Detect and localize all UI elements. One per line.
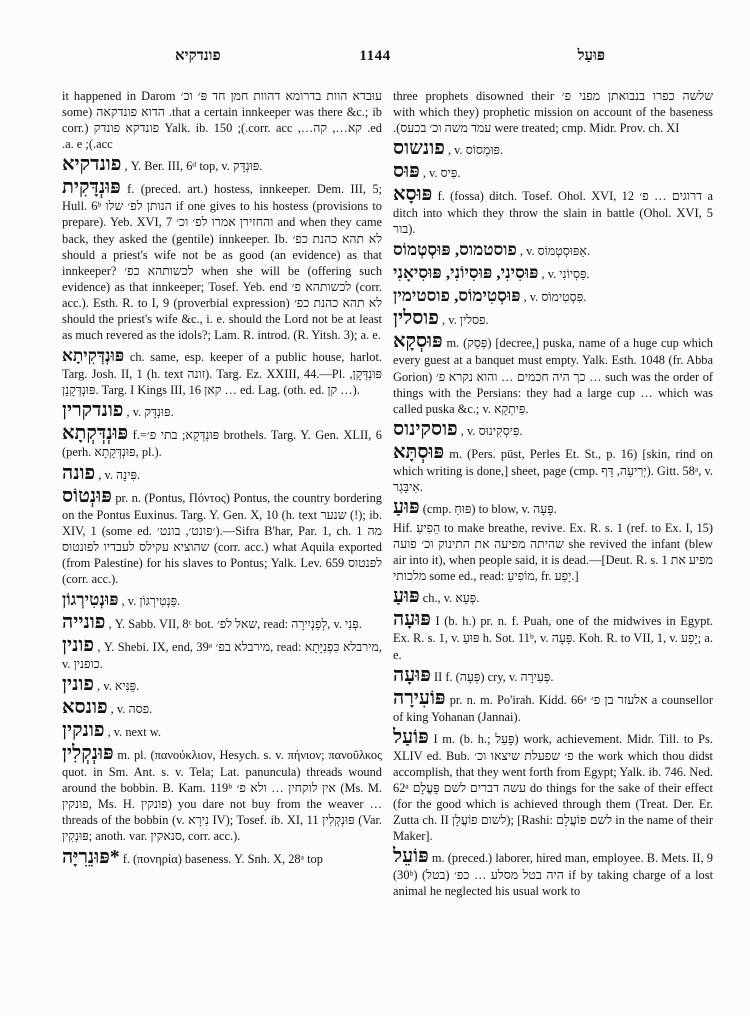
entry-definition: , v. פַּנְטִירְגּוֹן. — [121, 593, 181, 608]
entry-definition: m. pl. (πανούκλιον, Hesych. s. v. πήνιον; πανοῦλκος quot. in Sm. Ant. s. v. Tela; Lat. panuncula) threads wound around the bobbin. B. Kam. 119ᵇ אין לוקחין … ולא פ׳ (Ms. M. פונקין, Ms. H. פונקין) you dare not buy from the weaver … threads of the bobbin (v. נִירָא IV); Tosef. ib. XI, 11 פּוּנְקְלִין (Var. פּוּנְקִין; anoth. var. סנאקין, corr. acc.). — [62, 748, 382, 844]
entry-definition: ch., v. פְּעָא. — [422, 591, 480, 606]
entry-headword: פּוּנְדְּקְתָא — [62, 423, 129, 445]
entry-definition: pr. n. m. Po'irah. Kidd. 66ᵃ אלעזר בן פ׳ a counsellor of king Yohanan (Jannai). — [393, 692, 713, 724]
entry-definition: (cmp. פּוּחַ) to blow, v. פָּעָה. — [422, 502, 557, 517]
entry-headword: פּוּסִינִי, פּוּסִיוֹנִי, פּוּסִיאָנִי — [393, 263, 539, 283]
entry-definition: m. (preced.) laborer, hired man, employee. B. Mets. II, 9 (30ᵇ) היה בטל מסלע … כפ׳ (בטל) if by taking charge of a lost animal he neglected his usual work to — [393, 851, 713, 899]
entry-definition: , v. פסלין. — [442, 313, 489, 328]
entry-headword: פּוּסָא — [393, 184, 433, 206]
dictionary-entry — [393, 88, 713, 136]
dictionary-entry — [393, 846, 713, 899]
entry-definition: , v. פִּסְטִימוֹס. — [523, 290, 587, 305]
entry-definition: עוּבדא הוות בדרומא דהוות חמן חד פּ׳ וכ׳ it happened in Darom that a certain innkeeper was there &c.; ib. הדוא פונדקאה (some ed. קא…, קה…, corr. acc.); Yalk. ib. 150 פונדקא פונדק (corr. acc.); a. e. — [62, 89, 382, 152]
dictionary-entry — [62, 697, 382, 718]
entry-headword: *פּוּנֵרִיָּה — [62, 846, 120, 868]
right-column — [393, 88, 713, 1000]
entry-definition: f. (πονηρία) baseness. Y. Snh. X, 28ᵃ top — [122, 851, 323, 866]
entry-definition: I m. (b. h.; פָּעַל) work, achievement. Midr. Till. to Ps. XLIV ed. Bub. פ׳ שפעלת שיצאו וכ׳ the work which thou didst accomplish, that they went forth from Egypt; Yalk. ib. 746. Ned. 62ᵃ עשה דברים לשם פָּעֳלָם do things for the sake of their effect (for the good which is achieved through them (Treat. Der. Er. Zutta ch. II לשום פוֹעֲלָן); [Rashi: לשם פּוֹעֲלָם in the name of their Maker]. — [393, 731, 713, 844]
entry-definition: Hif. הֵפִיעַ to make breathe, revive. Ex. R. s. 1 (ref. to Ex. I, 15) שהיתה מפיעה את התינוק וכ׳ פועה she revived the infant (blew air into it), when people said, it is dead.—[Deut. R. s. 1 מפיע את מלכותי some ed., read: מוֹפִיעַ, fr. יָפַע.] — [393, 521, 713, 584]
entry-definition: , v. פֵּנִּיא. — [97, 679, 140, 694]
dictionary-entry — [62, 177, 382, 343]
entry-definition: m. (פְּסַק) [decree,] puska, name of a huge cup which every guest at a banquet must empty. Yalk. Esth. 1048 (fr. Abba Gorion) כך היה חכמים … והוא נקרא פ׳ … such was the order of things with the Persians: they had a large cup … which was called puska &c.; v. פִּיתְקָא. — [393, 336, 713, 416]
left-running-headword: פונדקיא — [175, 48, 221, 64]
entry-headword: פונין — [62, 674, 95, 696]
dictionary-entry — [393, 308, 713, 329]
entry-definition: , Y. Ber. III, 6ᵈ top, v. פּוּנְדָּק. — [124, 159, 263, 174]
entry-definition: , v. פּוּמְסוֹס. — [447, 143, 504, 158]
entry-headword: פּוּנְטִירְגוֹן — [62, 589, 119, 609]
entry-headword: פּוּנְטוֹס — [62, 485, 112, 507]
entry-definition: II f. (פְּעָה) cry, v. פְּעִירָה. — [433, 669, 554, 684]
entry-headword: פּוּעַ — [393, 586, 420, 608]
page-header — [55, 48, 695, 74]
dictionary-entry — [393, 665, 713, 686]
dictionary-entry — [393, 419, 713, 440]
entry-headword: פּוֹעִירָה — [393, 687, 446, 709]
dictionary-entry — [393, 161, 713, 182]
entry-headword: פונדקיא — [62, 154, 122, 176]
dictionary-entry — [62, 635, 382, 672]
entry-headword: פּוֹעֵל — [393, 846, 429, 868]
entry-definition: f.=פּוּנְדְּקָא; בתי פ׳ brothels. Targ. Y. Gen. XLII, 6 (perh. פּוּנְדְּקָתָא, pl.). — [62, 428, 382, 460]
entry-headword: פונסא — [62, 697, 108, 719]
entry-headword: פונייה — [62, 611, 106, 633]
entry-headword: פּוּסְטִימוֹס, פוסטימין — [393, 286, 521, 306]
right-running-headword: פּוּעַל — [577, 48, 605, 64]
dictionary-entry — [62, 720, 382, 741]
entry-definition: , v. next w. — [107, 725, 162, 740]
entry-headword: פּוּנְדְּקִיתָא — [62, 346, 125, 366]
entry-definition: m. (Pers. pūst, Perles Et. St., p. 16) [skin, rind on which writing is done,] sheet, page (cmp. יְרִיעָה, דַּף). Gitt. 58ᵃ, v. אִיבָּגְר. — [393, 446, 713, 494]
entry-definition: f. (preced. art.) hostess, innkeeper. Dem. III, 5; Hull. 6ᵇ הנותן לפ׳ שלו if one gives to his hostess (provisions to prepare). Yeb. XVI, 7 והחזירן אמרו לפ׳ וכ׳ and when they came back, they asked the (gentile) innkeeper. Ib. לא תהא כהנת כפ׳ should a priest's wife not be as good (an evidence) as that innkeeper? לכשותהא כפ׳ when she will be (offering such evidence) as that innkeeper; Tosef. Yeb. end לכשותהא פ׳ (corr. acc.). Esth. R. to I, 9 (proverbial expression) לא תהא כהנת כפ׳ should the priest's wife &c., i. e. should the Lord not be at least as much revered as the idols?; Lam. R. introd. (R. Yitsh. 3); a. e. — [62, 182, 382, 343]
dictionary-entry — [393, 285, 713, 306]
entry-definition: , v. אַפּוּסְטְמוֹס. — [519, 244, 590, 259]
dictionary-entry — [393, 520, 713, 584]
entry-definition: , v. פסה. — [110, 702, 153, 717]
entry-headword: פּוּעָה — [393, 664, 431, 686]
entry-headword: פונה — [62, 462, 96, 484]
entry-definition: , Y. Shebi. IX, end, 39ᵃ מירבלא בפ׳, read: מירבלא כִּפְנִיָּתָא, v. כופנין. — [62, 639, 382, 671]
entry-headword: פוסטמוס, פּוּסְטְמוֹס — [393, 240, 517, 260]
entry-definition: pr. n. (Pontus, Πόντος) Pontus, the country bordering on the Pontus Euxinus. Targ. Y. Gen. X, 10 (h. text שנער (!); ib. XIV, 1 (some ed. ׳פונט׳, בונט׳).—Sifra B'har, Par. 1, ch. 1 מה שהוציא עקילס לעבדיו לפונטוס (corr. acc.) what Aquila exported (from Palestine) for his slaves to Pontus; Yalk. Lev. 659 לפנטוס (corr. acc.). — [62, 490, 382, 586]
dictionary-entry — [62, 423, 382, 460]
entry-definition: שלשה כפרו בנבואתן מפני פ׳ three prophets disowned their prophetic mission on account of the baseness (with which they were treated; cmp. Midr. Prov. ch. XI עמד משה וכ׳ בכעס). — [393, 89, 713, 136]
entry-headword: פונקין — [62, 720, 105, 742]
page-number: 1144 — [359, 48, 391, 64]
entry-definition: , v. פִּינָה. — [98, 467, 141, 482]
left-column — [62, 88, 382, 1000]
entry-definition: ch. same, esp. keeper of a public house, harlot. Targ. Josh. II, 1 (h. text זונה). Targ. Ez. XXIII, 44.—Pl. פּוּנְדְּקָן, פּוּנְדְּקָנָן. Targ. I Kings III, 16 קאן … ed. Lag. (oth. ed. קן …). — [62, 350, 382, 398]
dictionary-entry — [393, 239, 713, 260]
entry-headword: פונשוס — [393, 138, 445, 160]
dictionary-entry — [62, 589, 382, 610]
entry-headword: פּוּס — [393, 161, 420, 183]
entry-headword: פוסקינוס — [393, 418, 458, 440]
entry-definition: , Y. Sabb. VII, 8ᶜ bot. שאל לפ׳, read: לְפַנְיִירָה, v. פְּנִי. — [108, 616, 362, 631]
dictionary-entry — [62, 486, 382, 587]
entry-headword: פּוּנְדָּקִית — [62, 177, 121, 199]
dictionary-entry — [393, 138, 713, 159]
dictionary-entry — [393, 609, 713, 662]
dictionary-entry — [62, 154, 382, 175]
dictionary-entry — [393, 688, 713, 725]
entry-headword: פוסלין — [393, 308, 439, 330]
dictionary-entry — [393, 727, 713, 845]
dictionary-entry — [62, 847, 382, 868]
dictionary-entry — [393, 442, 713, 495]
dictionary-entry — [393, 331, 713, 416]
entry-definition: I (b. h.) pr. n. f. Puah, one of the midwives in Egypt. Ex. R. s. 1, v. פּוּעַ h. Sot. 11ᵇ, v. פָּעָה. Koh. R. to VII, 1, v. יָפַע; a. e. — [393, 614, 713, 662]
entry-definition: , v. פַּסְיוֹנִי. — [541, 267, 590, 282]
dictionary-entry — [393, 586, 713, 607]
dictionary-entry — [62, 743, 382, 844]
dictionary-entry — [62, 463, 382, 484]
entry-definition: , v. פּוּנְדָּק. — [126, 405, 174, 420]
entry-headword: פונין — [62, 634, 95, 656]
dictionary-entry — [393, 497, 713, 518]
entry-headword: פּוּסְתָּא — [393, 441, 445, 463]
entry-headword: פּוּעַ — [393, 497, 420, 519]
entry-definition: , v. פִּיסְקִינוּס. — [460, 423, 523, 438]
entry-headword: פּוּסְקָא — [393, 331, 443, 353]
entry-headword: פּוּנְקְלִין — [62, 743, 114, 765]
dictionary-entry — [62, 674, 382, 695]
entry-definition: , v. פִּיס. — [422, 166, 461, 181]
dictionary-entry — [393, 262, 713, 283]
dictionary-entry — [62, 345, 382, 398]
entry-headword: פונדקרין — [62, 400, 124, 422]
dictionary-entry — [393, 184, 713, 237]
entry-definition: f. (fossa) ditch. Tosef. Ohol. XVI, 12 דרוגים … פ׳ a ditch into which they throw the slain in battle (Ohol. XVI, 5 בור). — [393, 189, 713, 237]
dictionary-entry — [62, 400, 382, 421]
entry-headword: פּוּעָה — [393, 609, 431, 631]
entry-headword: פּוֹעַל — [393, 726, 429, 748]
dictionary-entry — [62, 612, 382, 633]
dictionary-entry — [62, 88, 382, 152]
